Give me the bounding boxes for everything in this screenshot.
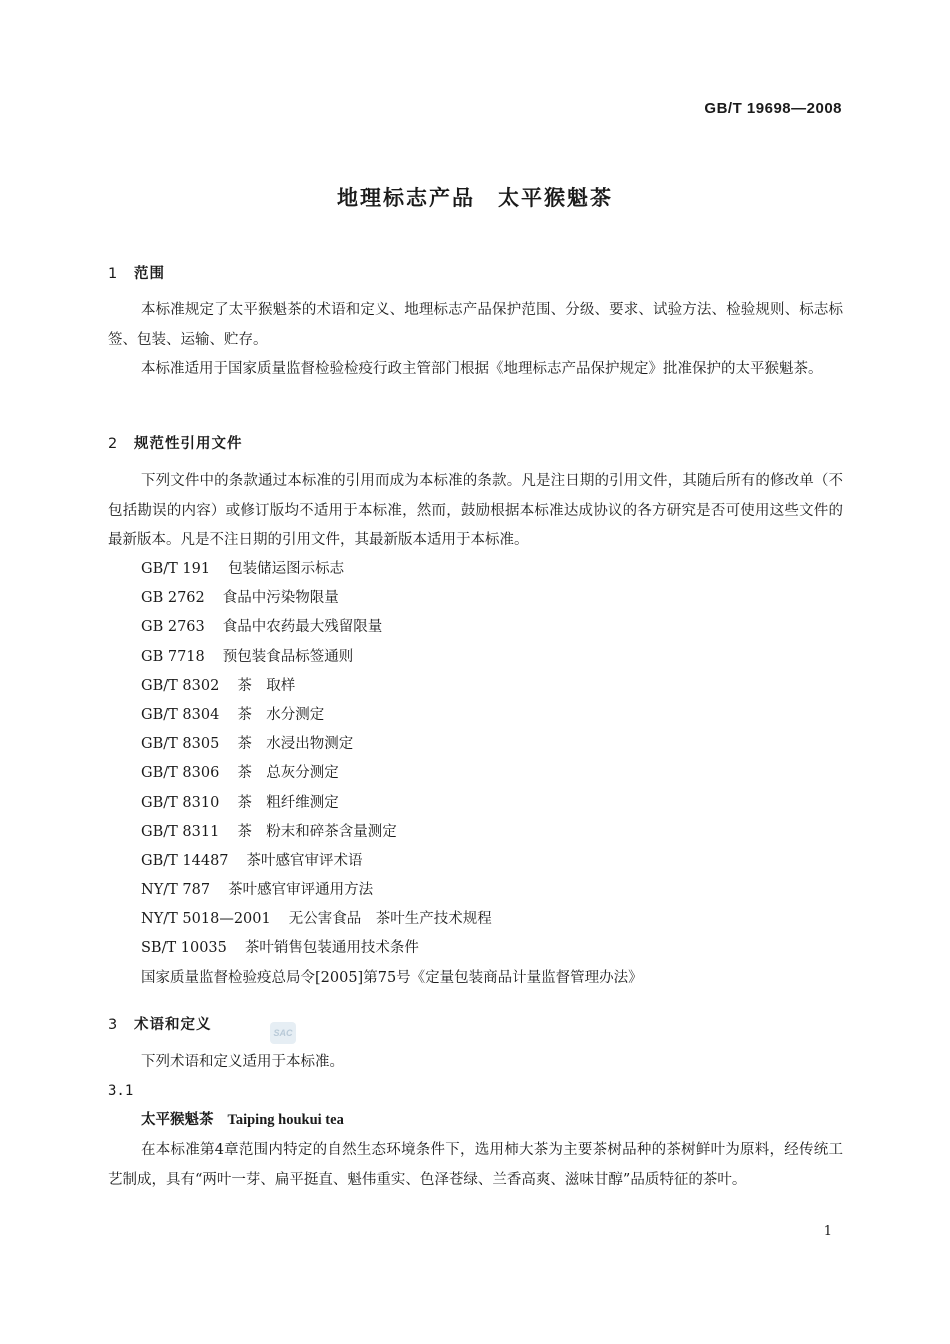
reference-code: GB/T 8305 (141, 736, 220, 753)
reference-item (141, 613, 643, 642)
term-definition: 在本标准第4章范围内特定的自然生态环境条件下，选用柿大茶为主要茶树品种的茶树鲜叶为原料，经传统工艺制成，具有“两叶一芽、扁平挺直、魁伟重实、色泽苍绿、兰香高爽、滋味甘醇”品质特征的茶叶。 (108, 1142, 843, 1188)
document-title: 地理标志产品 太平猴魁茶 (337, 186, 613, 210)
reference-item (141, 730, 643, 759)
section-1-heading (108, 262, 165, 283)
reference-item (141, 643, 643, 672)
reference-title: 茶 总灰分测定 (237, 765, 339, 782)
reference-code: GB 7718 (141, 648, 205, 665)
section-2-heading (108, 432, 243, 453)
section-title: 规范性引用文件 (134, 436, 243, 452)
reference-title: 食品中污染物限量 (222, 590, 339, 607)
term-name-cn: 太平猴魁茶 (141, 1112, 214, 1128)
reference-item (141, 584, 643, 613)
reference-code: SB/T 10035 (141, 940, 227, 957)
reference-code: GB/T 8306 (141, 765, 220, 782)
reference-title: 茶 粗纤维测定 (237, 794, 339, 811)
sac-watermark: SAC (270, 1022, 296, 1044)
reference-item (141, 555, 643, 584)
section-3-heading (108, 1013, 212, 1034)
reference-item (141, 847, 643, 876)
section-number: 3 (108, 1017, 119, 1033)
reference-title: 无公害食品 茶叶生产技术规程 (288, 911, 492, 928)
reference-code: NY/T 5018—2001 (141, 911, 271, 928)
reference-title: 茶 水浸出物测定 (237, 736, 354, 753)
reference-item (141, 672, 643, 701)
term-name-en: Taiping houkui tea (227, 1112, 344, 1128)
reference-code: GB 2762 (141, 590, 205, 607)
reference-title: 国家质量监督检验疫总局令[2005]第75号《定量包装商品计量监督管理办法》 (141, 969, 643, 986)
reference-item (141, 701, 643, 730)
reference-code: NY/T 787 (141, 882, 211, 899)
reference-title: 预包装食品标签通则 (222, 648, 354, 665)
section-number: 2 (108, 436, 119, 452)
reference-item (141, 964, 643, 993)
reference-code: GB/T 14487 (141, 852, 229, 869)
reference-code: GB/T 191 (141, 561, 211, 577)
section-title: 范围 (134, 266, 165, 282)
reference-code: GB 2763 (141, 619, 205, 636)
section-title: 术语和定义 (134, 1017, 212, 1033)
section-3-paragraph: 下列术语和定义适用于本标准。 (141, 1054, 344, 1070)
reference-title: 茶叶感官审评通用方法 (228, 882, 374, 899)
reference-title: 食品中农药最大残留限量 (222, 619, 383, 636)
reference-title: 茶叶销售包装通用技术条件 (244, 940, 419, 957)
section-2-paragraph: 下列文件中的条款通过本标准的引用而成为本标准的条款。凡是注日期的引用文件，其随后所有的修改单（不包括勘误的内容）或修订版均不适用于本标准，然而，鼓励根据本标准达成协议的各方研究是否可使用这些文件的最新版本。凡是不注日期的引用文件，其最新版本适用于本标准。 (108, 473, 843, 548)
section-number: 1 (108, 266, 119, 282)
reference-item (141, 934, 643, 963)
reference-item (141, 905, 643, 934)
page-number: 1 (823, 1224, 832, 1239)
section-1-paragraph: 本标准规定了太平猴魁茶的术语和定义、地理标志产品保护范围、分级、要求、试验方法、检验规则、标志标签、包装、运输、贮存。 (108, 302, 843, 348)
reference-code: GB/T 8311 (141, 823, 220, 840)
term-name (141, 1108, 344, 1129)
reference-item (141, 876, 643, 905)
reference-title: 茶叶感官审评术语 (246, 852, 363, 869)
term-number: 3.1 (108, 1083, 134, 1099)
reference-title: 茶 水分测定 (237, 706, 325, 723)
reference-code: GB/T 8304 (141, 706, 220, 723)
reference-title: 茶 粉末和碎茶含量测定 (237, 823, 397, 840)
reference-item (141, 789, 643, 818)
reference-title: 茶 取样 (237, 677, 296, 694)
reference-list (141, 555, 643, 993)
reference-code: GB/T 8302 (141, 677, 220, 694)
reference-item (141, 759, 643, 788)
standard-code: GB/T 19698—2008 (704, 100, 842, 117)
reference-title: 包装储运图示标志 (228, 561, 345, 577)
section-1-paragraph: 本标准适用于国家质量监督检验检疫行政主管部门根据《地理标志产品保护规定》批准保护的太平猴魁茶。 (141, 361, 823, 377)
reference-code: GB/T 8310 (141, 794, 220, 811)
reference-item (141, 818, 643, 847)
